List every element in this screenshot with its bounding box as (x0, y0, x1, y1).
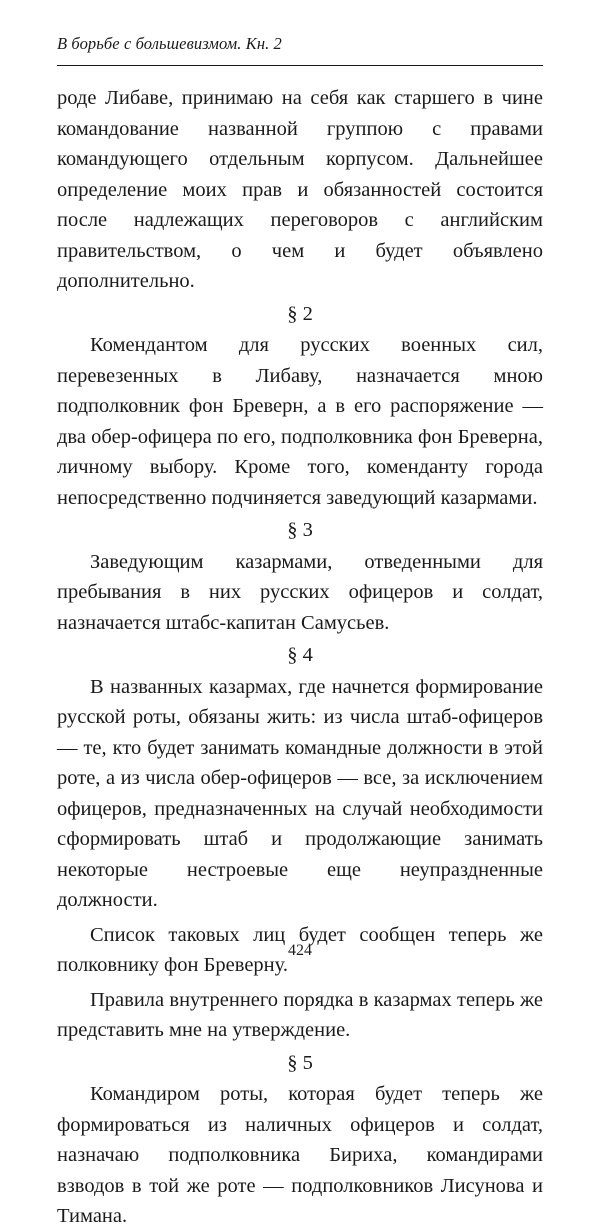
paragraph-intro: роде Либаве, принимаю на себя как старшего в чине командование названной группою с правами командующего отдельным корпусом. Дальнейшее определение моих прав и обязанностей состоится после надлежащих переговоров с английским правительством, о чем и будет объявлено дополнительно. (57, 87, 543, 292)
section-heading-2: § 2 (287, 302, 313, 325)
section-heading-3: § 3 (287, 519, 313, 541)
section-heading-5: § 5 (287, 1051, 313, 1074)
paragraph-section-2: Комендантом для русских военных сил, перевезенных в Либаву, назначается мною подполковник фон Бреверн, а в его распоряжение — два обер-офицера по его, подполковника фон Бреверна, личному выбору. Кроме того, коменданту города непосредственно подчиняется заведующий казармами. (57, 334, 543, 509)
paragraph-section-3: Заведующим казармами, отведенными для пребывания в них русских офицеров и солдат, назначается штабс-капитан Самусьев. (57, 550, 543, 634)
paragraph-section-4-c: Правила внутреннего порядка в казармах теперь же представить мне на утверждение. (57, 988, 543, 1041)
running-title: В борьбе с большевизмом. Кн. 2 (57, 34, 282, 53)
section-heading-4: § 4 (287, 644, 313, 666)
paragraph-section-4-a: В названных казармах, где начнется формирование русской роты, обязаны жить: из числа штаб-офицеров — те, кто будет занимать командные должности в этой роте, а из числа обер-офицеров — все, за исключением офицеров, предназначенных на случай необходимости сформировать штаб и продолжающие занимать некоторые нестроевые еще неупраздненные должности. (57, 675, 543, 911)
paragraph-section-5: Командиром роты, которая будет теперь же формироваться из наличных офицеров и солдат, назначаю подполковника Бириха, командирами взводов в той же роте — подполковников Лисунова и Тимана. (57, 1083, 543, 1227)
page-number: 424 (288, 942, 312, 959)
header-rule (57, 65, 543, 66)
paragraph-section-4-b: Список таковых лиц будет сообщен теперь же полковнику фон Бреверну. (57, 923, 543, 976)
body-text (57, 83, 543, 1232)
